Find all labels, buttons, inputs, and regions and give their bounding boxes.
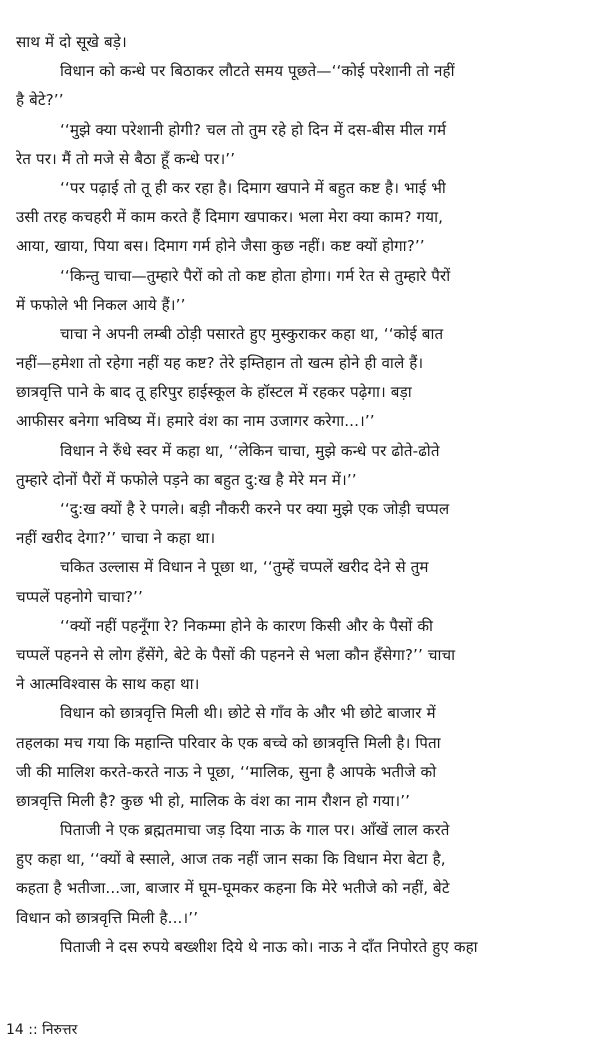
text-line: ‘‘क्यों नहीं पहनूँगा रे? निकम्मा होने के कारण किसी और के पैसों की <box>60 616 434 635</box>
text-line: उसी तरह कचहरी में काम करते हैं दिमाग खपाकर। भला मेरा क्या काम? गया, <box>16 208 444 227</box>
text-line: चाचा ने अपनी लम्बी ठोड़ी पसारते हुए मुस्कुराकर कहा था, ‘‘कोई बात <box>60 324 444 343</box>
text-line: ने आत्मविश्वास के साथ कहा था। <box>16 675 200 694</box>
text-line: में फफोले भी निकल आये हैं।’’ <box>16 295 186 314</box>
text-line: पिताजी ने एक ब्रह्मतमाचा जड़ दिया नाऊ के गाल पर। आँखें लाल करते <box>60 821 450 840</box>
text-line: ‘‘पर पढ़ाई तो तू ही कर रहा है। दिमाग खपाने में बहुत कष्ट है। भाई भी <box>60 178 446 197</box>
text-line: विधान को छात्रवृत्ति मिली थी। छोटे से गाँव के और भी छोटे बाजार में <box>60 704 436 723</box>
page-folio: 14 :: निरुत्तर <box>6 1022 78 1038</box>
text-line: नहीं खरीद देगा?’’ चाचा ने कहा था। <box>16 529 216 548</box>
text-line: रेत पर। मैं तो मजे से बैठा हूँ कन्धे पर।’’ <box>16 149 236 168</box>
text-line: चकित उल्लास में विधान ने पूछा था, ‘‘तुम्हें चप्पलें खरीद देने से तुम <box>60 558 429 577</box>
text-line: चप्पलें पहनोगे चाचा?’’ <box>16 587 143 606</box>
text-line: चप्पलें पहनने से लोग हँसेंगे, बेटे के पैसों की पहनने से भला कौन हँसेगा?’’ चाचा <box>16 645 456 664</box>
text-line: साथ में दो सूखे बड़े। <box>16 33 127 51</box>
text-line: छात्रवृत्ति मिली है? कुछ भी हो, मालिक के वंश का नाम रौशन हो गया।’’ <box>16 791 411 810</box>
text-line: विधान को छात्रवृत्ति मिली है...।’’ <box>16 908 199 927</box>
text-line: छात्रवृत्ति पाने के बाद तू हरिपुर हाईस्कूल के हॉस्टल में रहकर पढ़ेगा। बड़ा <box>16 383 412 402</box>
text-line: जी की मालिश करते-करते नाऊ ने पूछा, ‘‘मालिक, सुना है आपके भतीजे को <box>16 762 437 781</box>
text-line: हुए कहा था, ‘‘क्यों बे स्साले, आज तक नहीं जान सका कि विधान मेरा बेटा है, <box>16 850 446 869</box>
text-line: तहलका मच गया कि महान्ति परिवार के एक बच्चे को छात्रवृत्ति मिली है। पिता <box>16 733 441 752</box>
text-line: नहीं—हमेशा तो रहेगा नहीं यह कष्ट? तेरे इम्तिहान तो खत्म होने ही वाले हैं। <box>16 354 424 373</box>
book-page-body <box>16 28 594 962</box>
text-line: ‘‘मुझे क्या परेशानी होगी? चल तो तुम रहे हो दिन में दस-बीस मील गर्म <box>60 120 447 139</box>
text-line: विधान ने रुँधे स्वर में कहा था, ‘‘लेकिन चाचा, मुझे कन्धे पर ढोते-ढोते <box>60 441 440 460</box>
text-line: है बेटे?’’ <box>16 91 64 110</box>
text-line: तुम्हारे दोनों पैरों में फफोले पड़ने का बहुत दु:ख है मेरे मन में।’’ <box>16 470 357 489</box>
text-line: आफीसर बनेगा भविष्य में। हमारे वंश का नाम उजागर करेगा...।’’ <box>16 412 375 431</box>
text-line: ‘‘दु:ख क्यों है रे पगले। बड़ी नौकरी करने पर क्या मुझे एक जोड़ी चप्पल <box>60 500 450 518</box>
text-line: आया, खाया, पिया बस। दिमाग गर्म होने जैसा कुछ नहीं। कष्ट क्यों होगा?’’ <box>16 237 425 256</box>
text-line: ‘‘किन्तु चाचा—तुम्हारे पैरों को तो कष्ट होता होगा। गर्म रेत से तुम्हारे पैरों <box>60 266 451 285</box>
text-line: विधान को कन्धे पर बिठाकर लौटते समय पूछते—‘‘कोई परेशानी तो नहीं <box>60 62 455 81</box>
text-line: पिताजी ने दस रुपये बख्शीश दिये थे नाऊ को। नाऊ ने दाँत निपोरते हुए कहा <box>60 937 478 956</box>
text-line: कहता है भतीजा...जा, बाजार में घूम-घूमकर कहना कि मेरे भतीजे को नहीं, बेटे <box>16 879 450 898</box>
